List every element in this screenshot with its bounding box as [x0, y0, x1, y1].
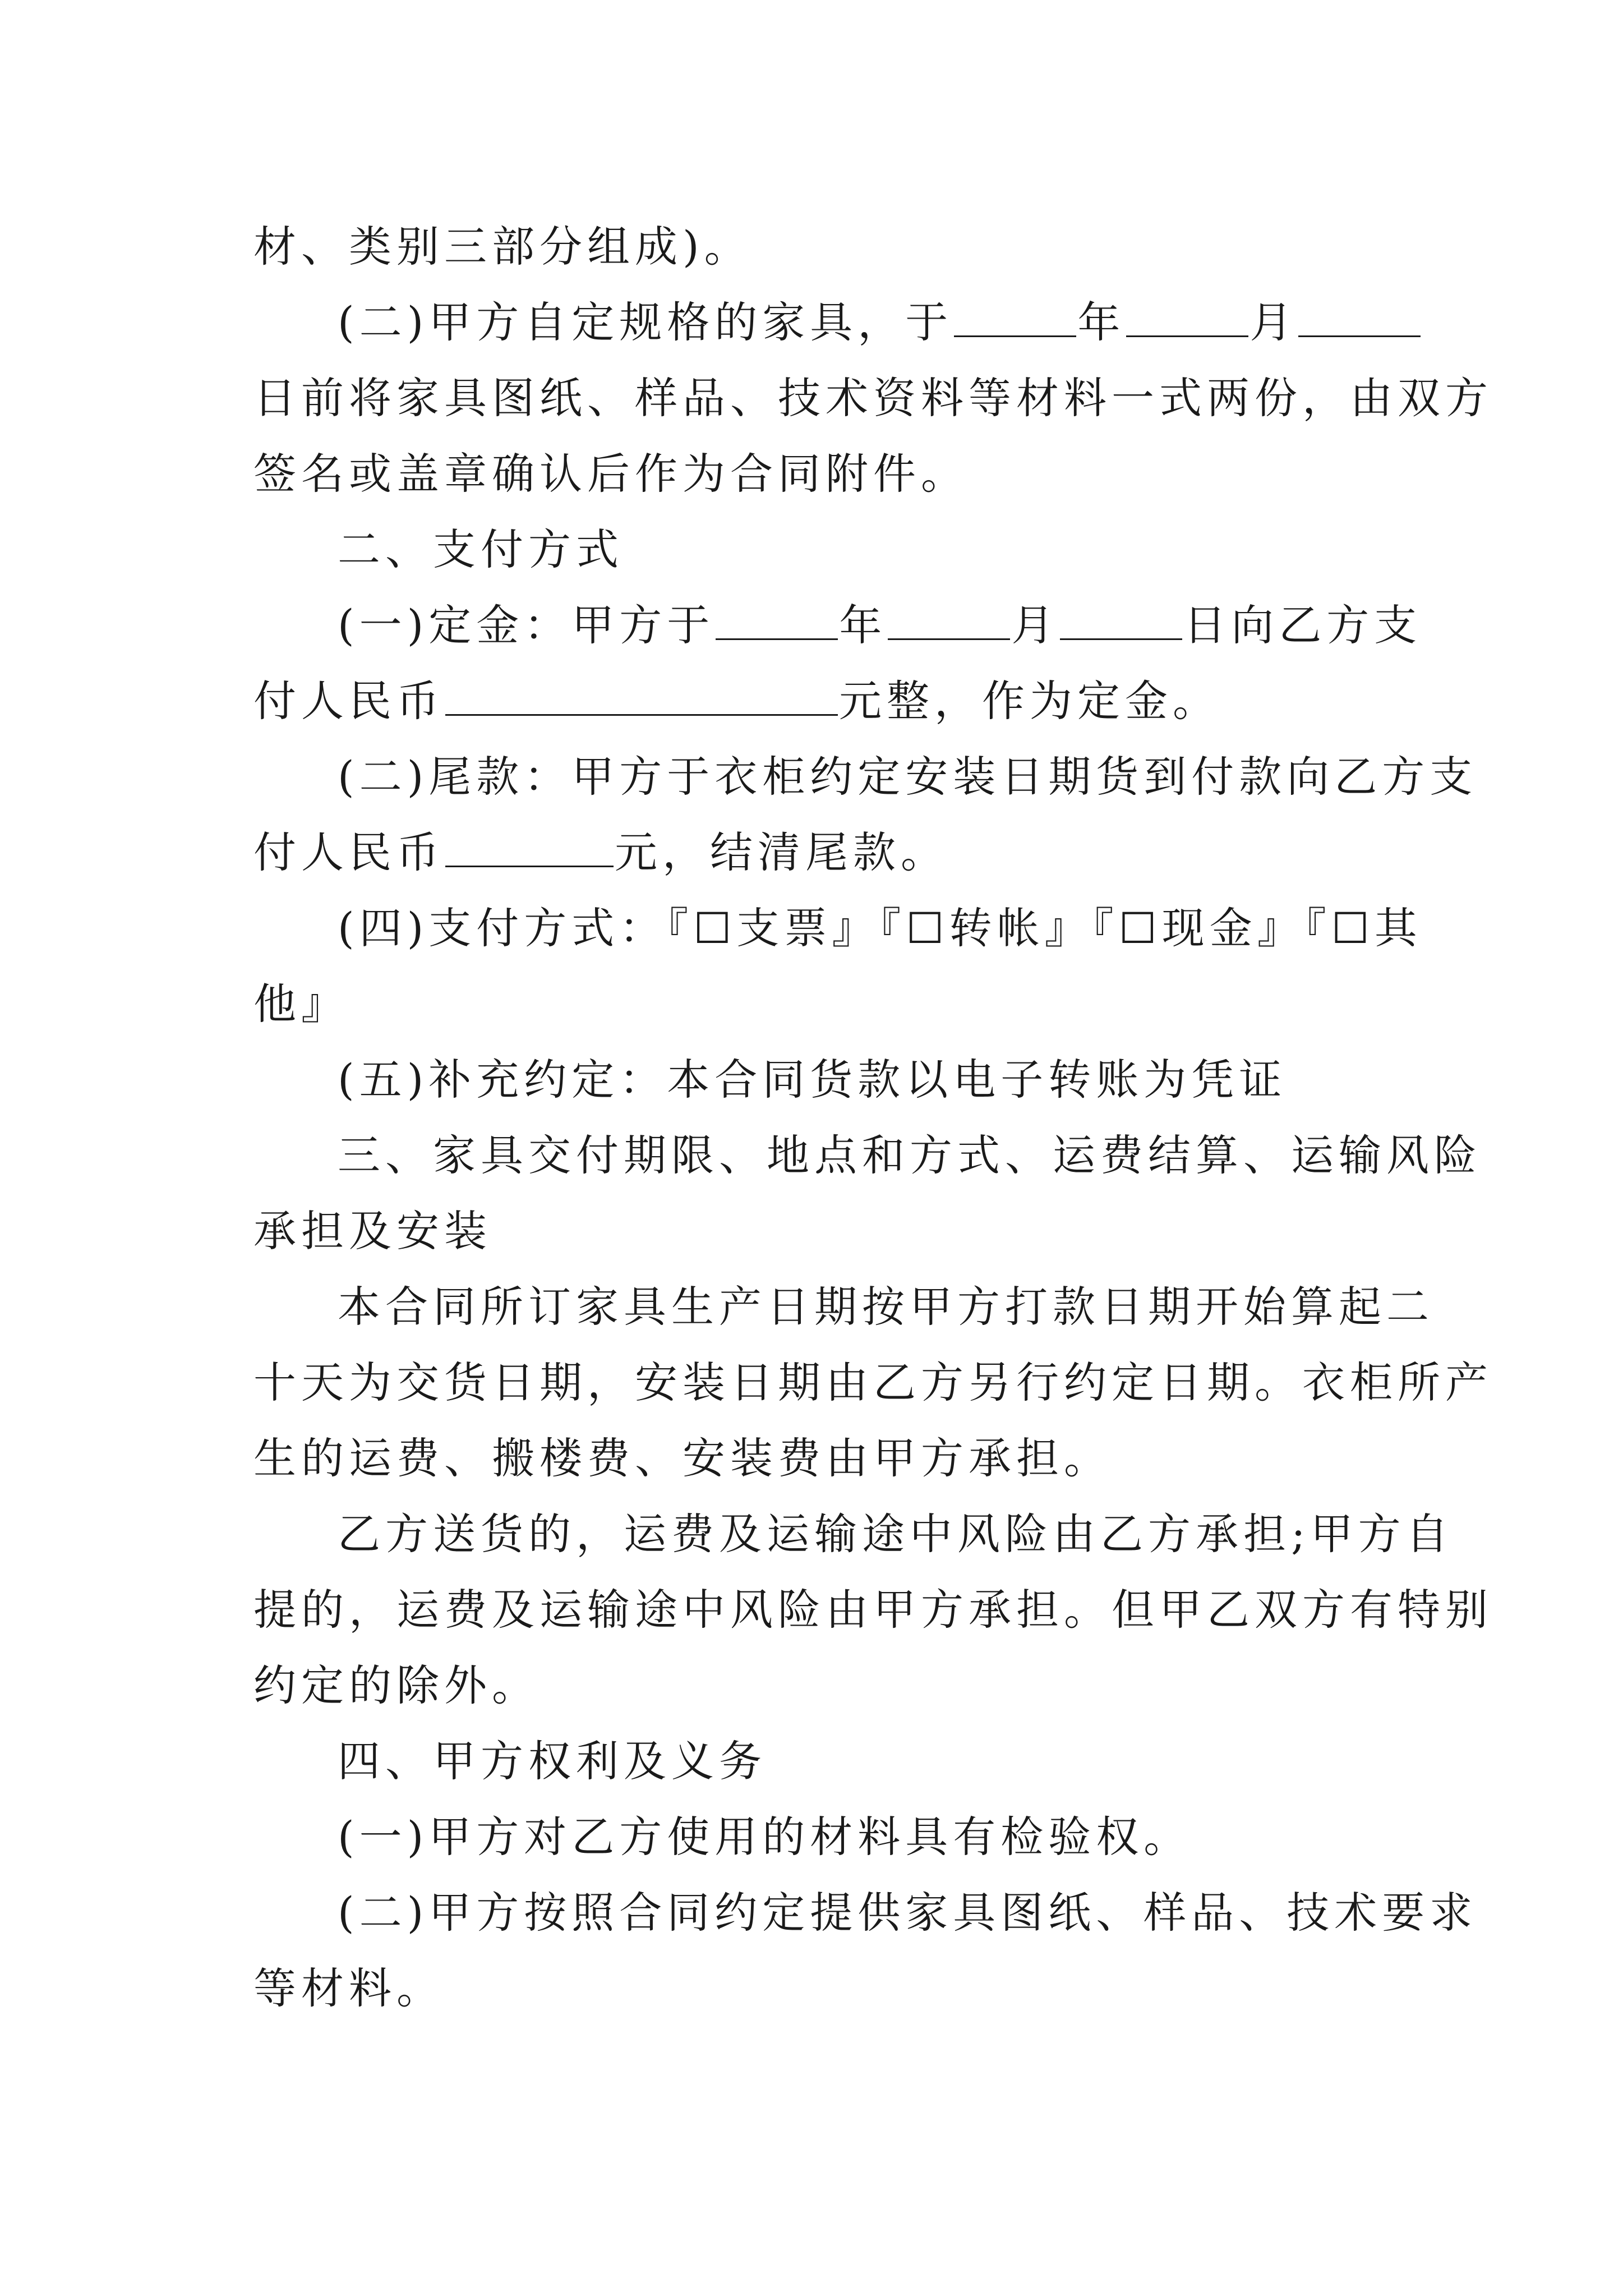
section-heading-continued: 承担及安装 [253, 1206, 492, 1256]
text-line: 他』 [253, 979, 349, 1029]
fill-blank [888, 598, 1010, 640]
text-line: 材、类别三部分组成)。 [253, 222, 752, 272]
fill-blank [1126, 295, 1248, 337]
fill-blank [954, 295, 1076, 337]
section-heading: 二、支付方式 [338, 524, 624, 574]
text-line: (五)补充约定：本合同货款以电子转账为凭证 [338, 1055, 1287, 1105]
section-heading: 三、家具交付期限、地点和方式、运费结算、运输风险 [338, 1130, 1482, 1180]
text-line: 约定的除外。 [253, 1660, 540, 1710]
text-line: 生的运费、搬楼费、安装费由甲方承担。 [253, 1433, 1112, 1483]
text-line: 签名或盖章确认后作为合同附件。 [253, 449, 969, 499]
fill-blank [445, 674, 838, 716]
text-line: 乙方送货的，运费及运输途中风险由乙方承担;甲方自 [338, 1509, 1454, 1559]
text-line: (四)支付方式：『☐支票』『☐转帐』『☐现金』『☐其 [338, 903, 1422, 953]
text-line: 本合同所订家具生产日期按甲方打款日期开始算起二 [338, 1282, 1434, 1332]
text-line: (一)定金：甲方于 年 月 日向乙方支 [338, 597, 1459, 654]
fill-blank [1298, 295, 1421, 337]
fill-blank [1060, 598, 1182, 640]
text-line: (一)甲方对乙方使用的材料具有检验权。 [338, 1812, 1192, 1862]
fill-blank [716, 598, 838, 640]
fill-blank [445, 825, 614, 867]
text-line: 提的，运费及运输途中风险由甲方承担。但甲乙双方有特别 [253, 1585, 1493, 1635]
section-heading: 四、甲方权利及义务 [338, 1736, 767, 1786]
text-line: (二)尾款：甲方于衣柜约定安装日期货到付款向乙方支 [338, 752, 1478, 802]
text-line: (二)甲方自定规格的家具，于 年 月 [338, 295, 1459, 351]
text-line: 付人民币 元整，作为定金。 [253, 673, 1375, 729]
text-line: 等材料。 [253, 1963, 444, 2013]
text-line: 十天为交货日期，安装日期由乙方另行约定日期。衣柜所产 [253, 1358, 1493, 1407]
text-line: 日前将家具图纸、样品、技术资料等材料一式两份，由双方 [253, 373, 1493, 423]
text-line: 付人民币 元，结清尾款。 [253, 825, 1375, 881]
text-line: (二)甲方按照合同约定提供家具图纸、样品、技术要求 [338, 1888, 1478, 1938]
